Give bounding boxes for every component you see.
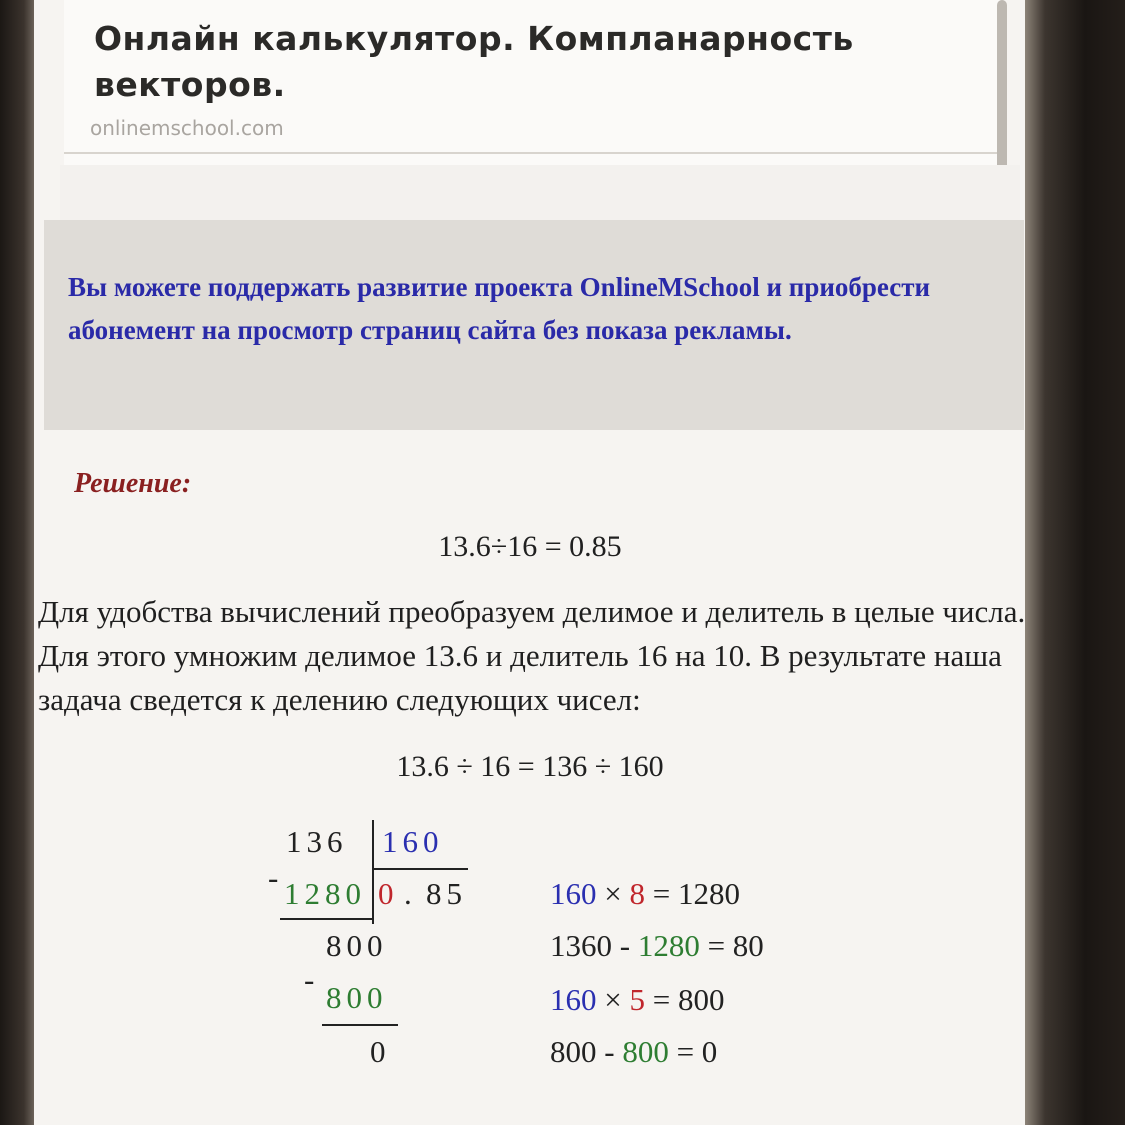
step-value: 1360 - <box>550 928 638 963</box>
subtrahend: 800 <box>326 980 388 1015</box>
minus-sign: - <box>304 962 320 997</box>
spacer <box>60 165 1020 220</box>
phone-bezel-right <box>1025 0 1125 1125</box>
subtrahend: 1280 <box>284 876 366 911</box>
step-value: 5 <box>629 982 645 1017</box>
step-result: = 1280 <box>644 876 740 911</box>
explanation-text: Для удобства вычислений преобразуем делимое и делитель в целые числа. Для этого умножим делимое 13.6 и делитель 16 на 10. В результате наша задача сведется к делению следующих чисел: <box>38 594 1026 717</box>
step-line <box>550 1034 717 1070</box>
step-value: 1280 <box>637 928 700 963</box>
step-value: 160 <box>550 982 597 1017</box>
division-bar-vertical <box>372 820 374 924</box>
solution-heading: Решение: <box>74 468 192 499</box>
promo-link[interactable]: Вы можете поддержать развитие проекта OnlineMSchool и приобрести абонемент на просмотр страниц сайта без показа рекламы. <box>68 272 931 345</box>
page-title[interactable]: Онлайн калькулятор. Компланарность векторов. <box>94 19 854 104</box>
step-result: = 800 <box>644 982 725 1017</box>
division-bar-horizontal <box>374 868 468 870</box>
phone-bezel-left <box>0 0 34 1125</box>
minus-sign: - <box>268 860 284 895</box>
site-url: onlinemschool.com <box>90 116 284 140</box>
step-value: 160 <box>550 876 597 911</box>
step-line <box>550 876 740 912</box>
step-result: = 0 <box>668 1034 718 1069</box>
step-line <box>550 982 724 1018</box>
step-operator: × <box>596 982 630 1017</box>
quotient-integer: 0 <box>378 876 399 911</box>
main-equation: 13.6÷16 = 0.85 <box>438 530 622 563</box>
divider <box>64 152 1002 154</box>
step-operator: × <box>596 876 630 911</box>
remainder: 800 <box>326 928 388 963</box>
subtraction-line <box>280 918 374 920</box>
step-value: 800 - <box>550 1034 623 1069</box>
quotient-fraction: 85 <box>426 876 467 911</box>
step-value: 800 <box>622 1034 669 1069</box>
divisor: 160 <box>382 824 444 859</box>
step-value: 8 <box>629 876 645 911</box>
quotient-dot: . <box>404 876 417 911</box>
step-result: = 80 <box>699 928 764 963</box>
step-line <box>550 928 764 964</box>
converted-equation: 13.6 ÷ 16 = 136 ÷ 160 <box>396 750 664 783</box>
subtraction-line <box>322 1024 398 1026</box>
final-remainder: 0 <box>370 1034 391 1069</box>
dividend: 136 <box>286 824 348 859</box>
